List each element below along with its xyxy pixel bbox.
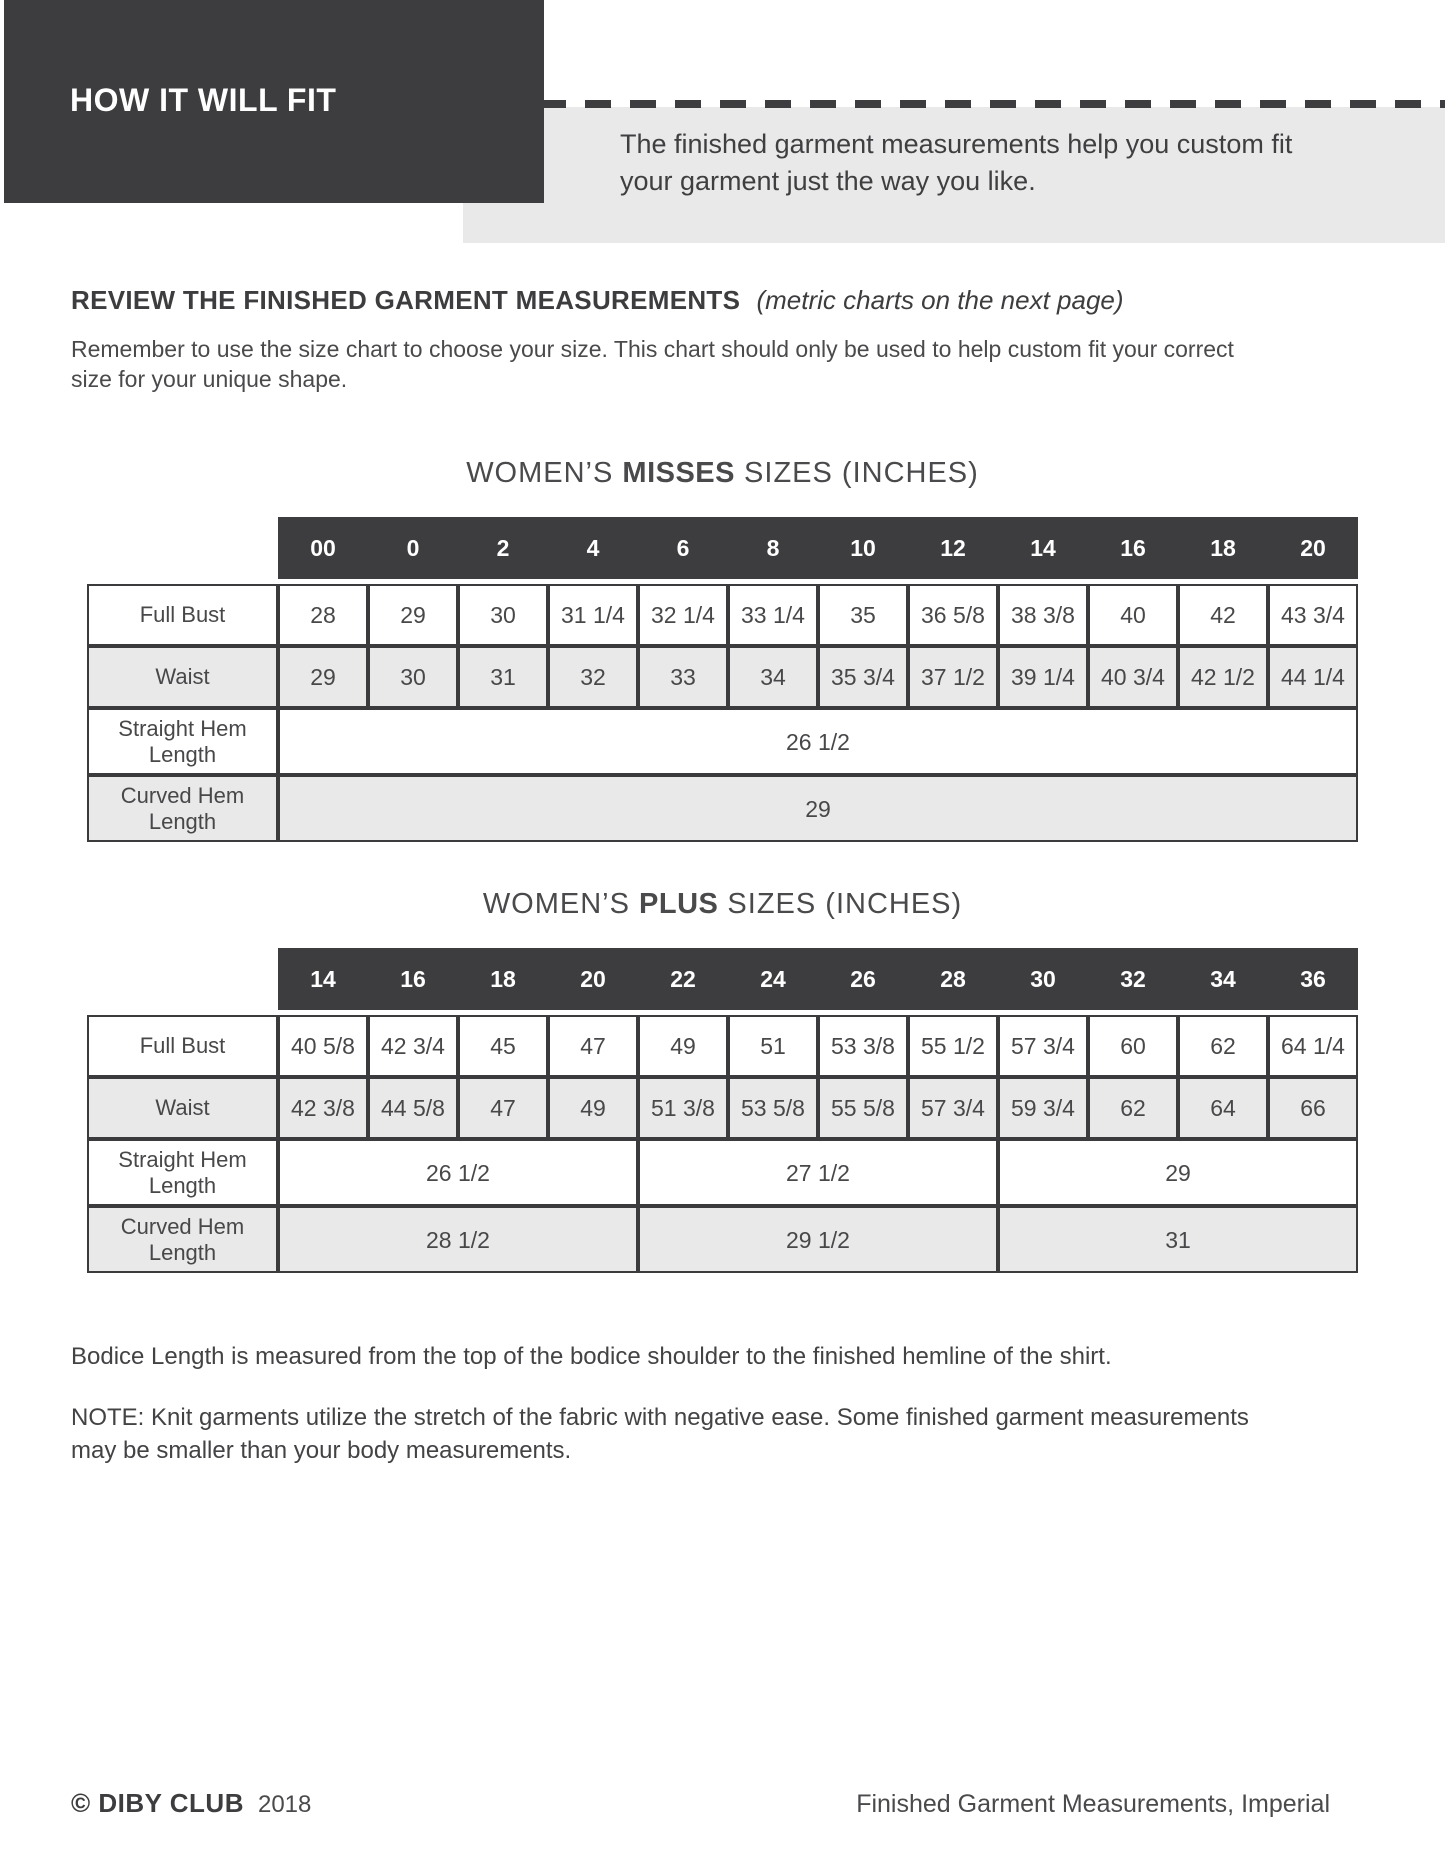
table-row — [87, 1206, 1362, 1273]
measurement-cell: 44 5/8 — [368, 1077, 458, 1139]
title-emphasis: PLUS — [639, 888, 719, 920]
size-column-header: 18 — [1210, 534, 1236, 561]
measurement-cell: 44 1/4 — [1268, 646, 1358, 708]
measurement-cell: 64 1/4 — [1268, 1015, 1358, 1077]
plus-size-table — [87, 886, 1362, 1273]
measurement-cell: 28 — [278, 584, 368, 646]
measurement-cell: 62 — [1088, 1077, 1178, 1139]
measurement-cell: 33 1/4 — [728, 584, 818, 646]
measurement-span-cell: 28 1/2 — [278, 1206, 638, 1273]
size-column-header: 20 — [580, 965, 606, 992]
measurement-cell: 42 1/2 — [1178, 646, 1268, 708]
bodice-length-note: Bodice Length is measured from the top of the bodice shoulder to the finished hemline of the shirt. — [71, 1343, 1112, 1370]
measurement-cell: 57 3/4 — [998, 1015, 1088, 1077]
measurement-cell: 35 3/4 — [818, 646, 908, 708]
size-column-header: 0 — [406, 534, 420, 561]
measurement-cell: 66 — [1268, 1077, 1358, 1139]
intro-text: The finished garment measurements help you custom fit your garment just the way you like. — [620, 129, 1293, 196]
row-label: Waist — [87, 1077, 278, 1139]
section-paragraph: Remember to use the size chart to choose your size. This chart should only be used to help custom fit your correct size for your unique shape. — [71, 336, 1234, 392]
misses-size-table — [87, 455, 1362, 842]
measurement-cell: 53 5/8 — [728, 1077, 818, 1139]
measurement-cell: 55 5/8 — [818, 1077, 908, 1139]
table-body — [87, 1015, 1362, 1273]
knit-garment-note: NOTE: Knit garments utilize the stretch of the fabric with negative ease. Some finished garment measurements may be smaller than your body measurements. — [71, 1404, 1249, 1464]
measurement-span-cell: 29 1/2 — [638, 1206, 998, 1273]
measurement-cell: 33 — [638, 646, 728, 708]
footer-document-title: Finished Garment Measurements, Imperial — [856, 1790, 1330, 1818]
measurement-cell: 31 1/4 — [548, 584, 638, 646]
measurement-cell: 47 — [458, 1077, 548, 1139]
brand-logo-text: © DIBY CLUB — [71, 1788, 244, 1818]
measurement-cell: 40 3/4 — [1088, 646, 1178, 708]
measurement-cell: 49 — [638, 1015, 728, 1077]
measurement-cell: 47 — [548, 1015, 638, 1077]
measurement-cell: 39 1/4 — [998, 646, 1088, 708]
size-column-header: 16 — [400, 965, 426, 992]
size-column-header: 14 — [310, 965, 336, 992]
measurement-cell: 29 — [368, 584, 458, 646]
measurement-span-cell: 27 1/2 — [638, 1139, 998, 1206]
banner-title: HOW IT WILL FIT — [70, 82, 337, 118]
measurement-cell: 62 — [1178, 1015, 1268, 1077]
size-header-row — [278, 517, 1358, 579]
title-prefix: WOMEN’S — [482, 888, 640, 920]
measurement-span-cell: 31 — [998, 1206, 1358, 1273]
size-column-header: 2 — [496, 534, 510, 561]
row-label: Full Bust — [87, 584, 278, 646]
size-column-header: 30 — [1030, 965, 1056, 992]
size-column-header: 16 — [1120, 534, 1146, 561]
measurement-cell: 38 3/8 — [998, 584, 1088, 646]
measurement-cell: 42 3/8 — [278, 1077, 368, 1139]
size-column-header: 36 — [1300, 965, 1326, 992]
size-column-header: 32 — [1120, 965, 1146, 992]
measurement-cell: 60 — [1088, 1015, 1178, 1077]
row-label: Full Bust — [87, 1015, 278, 1077]
size-column-header: 14 — [1030, 534, 1056, 561]
size-column-header: 6 — [676, 534, 690, 561]
size-column-header: 12 — [940, 534, 966, 561]
size-column-header: 4 — [586, 534, 600, 561]
row-label: Straight Hem Length — [87, 1139, 278, 1206]
measurement-cell: 40 5/8 — [278, 1015, 368, 1077]
measurement-cell: 36 5/8 — [908, 584, 998, 646]
table-row — [87, 1015, 1362, 1077]
table-row — [87, 775, 1362, 842]
size-column-header: 18 — [490, 965, 516, 992]
measurement-span-cell: 26 1/2 — [278, 1139, 638, 1206]
dashed-divider-line — [540, 100, 1445, 108]
size-column-header: 28 — [940, 965, 966, 992]
row-label: Straight Hem Length — [87, 708, 278, 775]
measurement-cell: 29 — [278, 646, 368, 708]
measurement-cell: 40 — [1088, 584, 1178, 646]
table-row — [87, 1077, 1362, 1139]
title-suffix: SIZES (INCHES) — [735, 457, 979, 489]
measurement-cell: 32 — [548, 646, 638, 708]
measurement-cell: 64 — [1178, 1077, 1268, 1139]
measurement-cell: 55 1/2 — [908, 1015, 998, 1077]
row-label: Waist — [87, 646, 278, 708]
table-row — [87, 584, 1362, 646]
size-column-header: 00 — [310, 534, 336, 561]
size-column-header: 34 — [1210, 965, 1236, 992]
table-row — [87, 708, 1362, 775]
measurement-cell: 51 3/8 — [638, 1077, 728, 1139]
measurement-cell: 32 1/4 — [638, 584, 728, 646]
measurement-cell: 53 3/8 — [818, 1015, 908, 1077]
measurement-cell: 42 — [1178, 584, 1268, 646]
section-heading-note: (metric charts on the next page) — [756, 285, 1124, 315]
table-row — [87, 646, 1362, 708]
row-label: Curved Hem Length — [87, 1206, 278, 1273]
measurement-cell: 37 1/2 — [908, 646, 998, 708]
misses-table-title — [87, 455, 1358, 491]
measurement-span-cell: 29 — [998, 1139, 1358, 1206]
plus-table-title — [87, 886, 1358, 922]
measurement-cell: 42 3/4 — [368, 1015, 458, 1077]
table-body — [87, 584, 1362, 842]
title-prefix: WOMEN’S — [466, 457, 623, 489]
row-label: Curved Hem Length — [87, 775, 278, 842]
measurement-cell: 30 — [458, 584, 548, 646]
size-column-header: 10 — [850, 534, 876, 561]
title-emphasis: MISSES — [622, 457, 735, 489]
banner-dark-box — [4, 0, 544, 203]
table-row — [87, 1139, 1362, 1206]
measurement-cell: 34 — [728, 646, 818, 708]
measurement-cell: 59 3/4 — [998, 1077, 1088, 1139]
footer-copyright — [71, 1788, 311, 1819]
measurement-cell: 49 — [548, 1077, 638, 1139]
size-column-header: 8 — [766, 534, 780, 561]
measurement-cell: 45 — [458, 1015, 548, 1077]
size-column-header: 20 — [1300, 534, 1326, 561]
measurement-cell: 35 — [818, 584, 908, 646]
measurement-cell: 31 — [458, 646, 548, 708]
section-heading-bold: REVIEW THE FINISHED GARMENT MEASUREMENTS — [71, 285, 741, 315]
measurement-span-cell: 26 1/2 — [278, 708, 1358, 775]
measurement-cell: 57 3/4 — [908, 1077, 998, 1139]
size-header-row — [278, 948, 1358, 1010]
footer-year: 2018 — [257, 1791, 312, 1818]
size-column-header: 26 — [850, 965, 876, 992]
title-suffix: SIZES (INCHES) — [718, 888, 963, 920]
measurement-span-cell: 29 — [278, 775, 1358, 842]
size-column-header: 22 — [670, 965, 696, 992]
size-column-header: 24 — [760, 965, 786, 992]
measurement-cell: 43 3/4 — [1268, 584, 1358, 646]
section-heading — [71, 285, 1124, 316]
measurement-cell: 30 — [368, 646, 458, 708]
measurement-cell: 51 — [728, 1015, 818, 1077]
